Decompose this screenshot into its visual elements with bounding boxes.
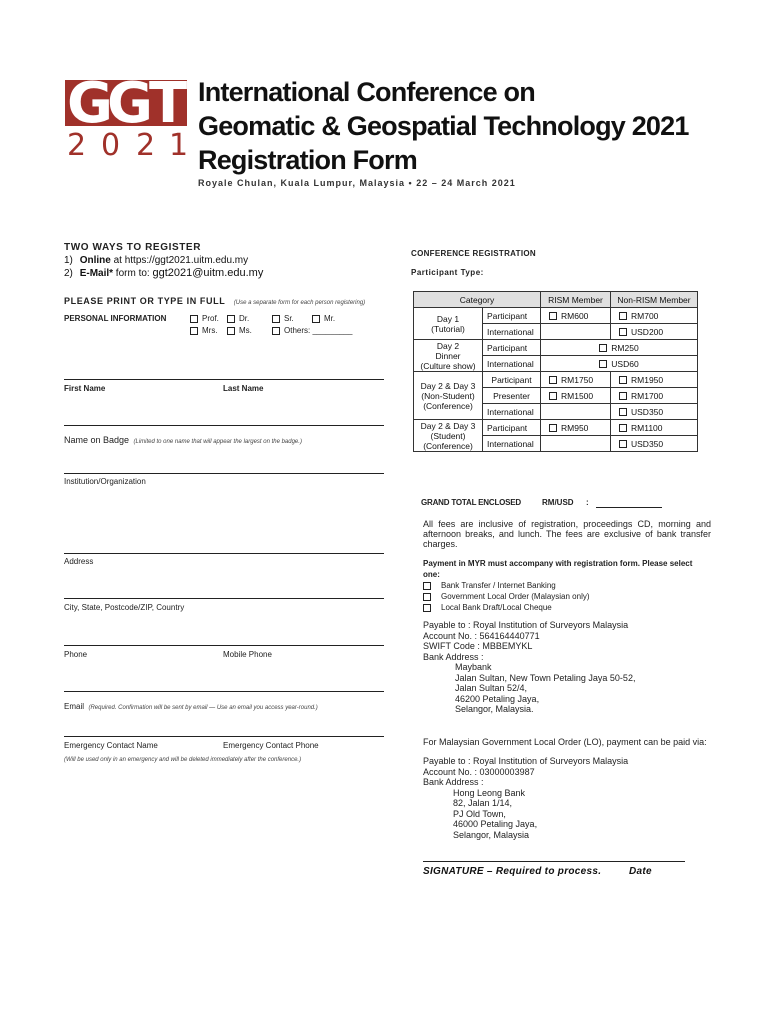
logo-ggt [65, 71, 188, 136]
fee-option[interactable] [541, 308, 611, 324]
emergency-note: (Will be used only in an emergency and will be deleted immediately after the conference.) [64, 757, 302, 763]
checkbox-icon [423, 582, 431, 590]
fee-value: USD350 [631, 438, 664, 449]
field-line [64, 553, 384, 554]
event-subtitle: Royale Chulan, Kuala Lumpur, Malaysia • 22 – 24 March 2021 [198, 178, 516, 188]
fee-option[interactable] [541, 388, 611, 404]
type-presenter: Presenter [483, 388, 541, 404]
field-line [64, 379, 384, 380]
type-participant: Participant [483, 308, 541, 324]
checkbox-icon [190, 315, 198, 323]
category-day23 [414, 372, 483, 420]
logo-digit: 1 [169, 128, 189, 163]
checkbox-label: Prof. [202, 314, 219, 323]
address-line: Selangor, Malaysia [453, 829, 530, 840]
address-line: 82, Jalan 1/14, [453, 798, 513, 808]
category-line: (Non-Student) [421, 390, 475, 401]
grand-total-currency: RM/USD [542, 498, 574, 507]
logo-letter: T [149, 71, 188, 136]
checkbox-icon [549, 392, 557, 400]
type-international: International [483, 324, 541, 340]
title-options-row2 [190, 326, 353, 335]
fee-value: RM950 [561, 422, 589, 433]
category-line: Day 2 & Day 3 [420, 420, 476, 431]
badge-note: (Limited to one name that will appear the largest on the badge.) [133, 439, 302, 445]
category-day23-student [414, 420, 483, 452]
checkbox-icon [549, 424, 557, 432]
checkbox-label: Dr. [239, 314, 250, 323]
option-label: Government Local Order (Malaysian only) [441, 592, 590, 601]
title-checkbox[interactable] [272, 314, 294, 323]
type-international: International [483, 436, 541, 452]
fee-option[interactable] [611, 324, 698, 340]
participant-type-label: Participant Type: [411, 268, 484, 277]
header-nonrism: Non-RISM Member [611, 292, 698, 308]
fee-option[interactable] [541, 372, 611, 388]
option-label: Local Bank Draft/Local Cheque [441, 603, 552, 612]
payment-option[interactable] [423, 580, 590, 591]
category-line: Day 1 [436, 313, 460, 324]
way-text: form to: [113, 268, 153, 279]
table-row [414, 372, 698, 388]
print-instruction [64, 291, 365, 309]
way-number: 2) [64, 268, 73, 279]
logo-digit: 2 [67, 128, 87, 163]
fee-value: USD350 [631, 406, 664, 417]
title-checkbox[interactable] [190, 326, 218, 335]
title-checkbox[interactable] [272, 326, 353, 335]
table-row [414, 308, 698, 324]
fee-option[interactable] [611, 388, 698, 404]
payment-line: Bank Address : [423, 651, 484, 662]
checkbox-label: Mr. [324, 314, 336, 323]
address-label: Address [64, 557, 94, 566]
fee-option[interactable] [611, 436, 698, 452]
category-line: (Tutorial) [431, 323, 465, 334]
fee-value: RM700 [631, 310, 659, 321]
checkbox-icon [190, 327, 198, 335]
hongleong-details [423, 756, 628, 840]
mobile-label: Mobile Phone [223, 650, 272, 659]
registration-heading: CONFERENCE REGISTRATION [411, 249, 536, 258]
table-row [414, 420, 698, 436]
address-line: PJ Old Town, [453, 808, 506, 819]
fee-value: RM1750 [561, 374, 594, 385]
checkbox-icon [619, 392, 627, 400]
checkbox-icon [549, 312, 557, 320]
emergency-name-label: Emergency Contact Name [64, 741, 158, 750]
way-label: Online [79, 255, 111, 266]
maybank-details [423, 620, 635, 715]
empty-cell [541, 404, 611, 420]
checkbox-icon [227, 315, 235, 323]
checkbox-icon [272, 315, 280, 323]
checkbox-icon [312, 315, 320, 323]
logo-letter: G [107, 71, 153, 136]
email-note: (Required. Confirmation will be sent by email — Use an email you access year-round.) [88, 705, 318, 711]
address-line: Jalan Sultan, New Town Petaling Jaya 50-52, [455, 672, 636, 683]
print-note: (Use a separate form for each person registering) [233, 300, 366, 306]
grand-total-field[interactable] [596, 507, 662, 508]
category-line: (Culture show) [420, 360, 476, 371]
title-checkbox[interactable] [227, 314, 249, 323]
type-participant: Participant [483, 372, 541, 388]
page-title-line: International Conference on [198, 77, 535, 107]
table-row [414, 340, 698, 356]
fee-option[interactable] [541, 420, 611, 436]
payment-option[interactable] [423, 602, 590, 613]
checkbox-icon [227, 327, 235, 335]
checkbox-icon [619, 312, 627, 320]
title-checkbox[interactable] [190, 314, 219, 323]
header-category: Category [414, 292, 541, 308]
logo-year [65, 128, 187, 164]
fees-note: All fees are inclusive of registration, proceedings CD, morning and afternoon breaks, and lunch. The fees are exclusive of bank transfer charges. [423, 519, 711, 549]
payment-line: Account No. : 564164440771 [423, 630, 540, 641]
type-participant: Participant [483, 420, 541, 436]
institution-label: Institution/Organization [64, 477, 146, 486]
checkbox-icon [619, 408, 627, 416]
checkbox-icon [599, 344, 607, 352]
fee-value: RM1950 [631, 374, 664, 385]
field-line [64, 425, 384, 426]
field-line [64, 473, 384, 474]
checkbox-label: Others: _________ [284, 326, 353, 335]
type-participant: Participant [483, 340, 541, 356]
field-line [64, 736, 384, 737]
category-line: (Conference) [423, 440, 473, 451]
checkbox-label: Mrs. [202, 326, 218, 335]
fee-option[interactable] [611, 372, 698, 388]
checkbox-icon [619, 376, 627, 384]
ways-heading: TWO WAYS TO REGISTER [64, 242, 202, 253]
way-email [64, 267, 263, 279]
date-label: Date [629, 866, 652, 877]
fee-value: RM1100 [631, 422, 663, 433]
checkbox-label: Sr. [284, 314, 294, 323]
fee-value: RM250 [611, 342, 639, 353]
payment-line: Payable to : Royal Institution of Surveyors Malaysia [423, 756, 629, 766]
category-line: (Conference) [423, 400, 473, 411]
checkbox-label: Ms. [239, 326, 252, 335]
registration-table [413, 291, 698, 452]
fee-option[interactable] [611, 404, 698, 420]
badge-label: Name on Badge [64, 435, 130, 445]
city-label: City, State, Postcode/ZIP, Country [64, 603, 185, 612]
payment-line: Bank Address : [423, 777, 484, 787]
checkbox-icon [272, 327, 280, 335]
empty-cell [541, 436, 611, 452]
category-day2 [414, 340, 483, 372]
payment-line: SWIFT Code : MBBEMYKL [423, 641, 533, 651]
email-label-group [64, 696, 318, 714]
signature-line[interactable] [423, 861, 685, 862]
way-label: E-Mail* [79, 268, 114, 279]
emergency-phone-label: Emergency Contact Phone [223, 741, 319, 750]
fee-value: RM1700 [631, 390, 664, 401]
address-line: 46200 Petaling Jaya, [455, 693, 540, 704]
table-header-row [414, 292, 698, 308]
fee-option[interactable] [541, 356, 698, 372]
category-line: (Student) [430, 430, 466, 441]
field-line [64, 691, 384, 692]
payment-option[interactable] [423, 591, 590, 602]
page-title-line: Geomatic & Geospatial Technology 2021 [198, 111, 689, 141]
type-international: International [483, 356, 541, 372]
way-online [64, 255, 248, 266]
header-rism: RISM Member [541, 292, 611, 308]
checkbox-icon [619, 440, 627, 448]
payment-line: Account No. : 03000003987 [423, 766, 535, 777]
empty-cell [541, 324, 611, 340]
category-day1 [414, 308, 483, 340]
field-line [64, 645, 384, 646]
option-label: Bank Transfer / Internet Banking [441, 581, 556, 590]
fee-value: RM1500 [561, 390, 594, 401]
checkbox-icon [549, 376, 557, 384]
address-line: Jalan Sultan 52/4, [455, 683, 528, 693]
email-label: Email [64, 702, 85, 711]
way-number: 1) [64, 255, 73, 266]
fee-value: USD60 [611, 358, 639, 369]
field-line [64, 598, 384, 599]
payment-heading: Payment in MYR must accompany with registration form. Please select one: [423, 559, 693, 579]
fee-value: USD200 [631, 326, 664, 337]
checkbox-icon [423, 604, 431, 612]
category-line: Dinner [435, 350, 461, 361]
address-line: 46000 Petaling Jaya, [453, 819, 538, 829]
badge-label-group [64, 430, 302, 448]
personal-info-heading: PERSONAL INFORMATION [64, 314, 167, 323]
print-heading: PLEASE PRINT OR TYPE IN FULL [64, 296, 226, 306]
title-checkbox[interactable] [312, 314, 335, 323]
signature-label: SIGNATURE – Required to process. [423, 866, 602, 877]
grand-total-label: GRAND TOTAL ENCLOSED [421, 498, 522, 507]
grand-total-colon: : [586, 498, 589, 507]
fee-option[interactable] [541, 340, 698, 356]
lo-note: For Malaysian Government Local Order (LO), payment can be paid via: [423, 737, 707, 747]
category-line: Day 2 [436, 340, 460, 351]
fee-value: RM600 [561, 310, 589, 321]
logo-digit: 0 [101, 128, 121, 163]
phone-label: Phone [64, 650, 88, 659]
checkbox-icon [423, 593, 431, 601]
type-international: International [483, 404, 541, 420]
page-title-line: Registration Form [198, 145, 417, 175]
logo-digit: 2 [136, 128, 156, 163]
email-address: ggt2021@uitm.edu.my [152, 267, 264, 279]
payment-options [423, 580, 590, 613]
checkbox-icon [619, 424, 627, 432]
checkbox-icon [599, 360, 607, 368]
fee-option[interactable] [611, 308, 698, 324]
address-line: Hong Leong Bank [453, 787, 526, 798]
checkbox-icon [619, 328, 627, 336]
logo-letter: G [67, 71, 113, 136]
address-line: Selangor, Malaysia. [455, 704, 534, 714]
last-name-label: Last Name [223, 384, 264, 393]
category-line: Day 2 & Day 3 [420, 380, 476, 391]
payment-line: Payable to : Royal Institution of Surveyors Malaysia [423, 620, 629, 630]
first-name-label: First Name [64, 384, 106, 393]
title-options-row1 [190, 314, 336, 323]
title-checkbox[interactable] [227, 326, 252, 335]
way-text: at https://ggt2021.uitm.edu.my [110, 255, 249, 266]
address-line: Maybank [455, 662, 492, 672]
fee-option[interactable] [611, 420, 698, 436]
